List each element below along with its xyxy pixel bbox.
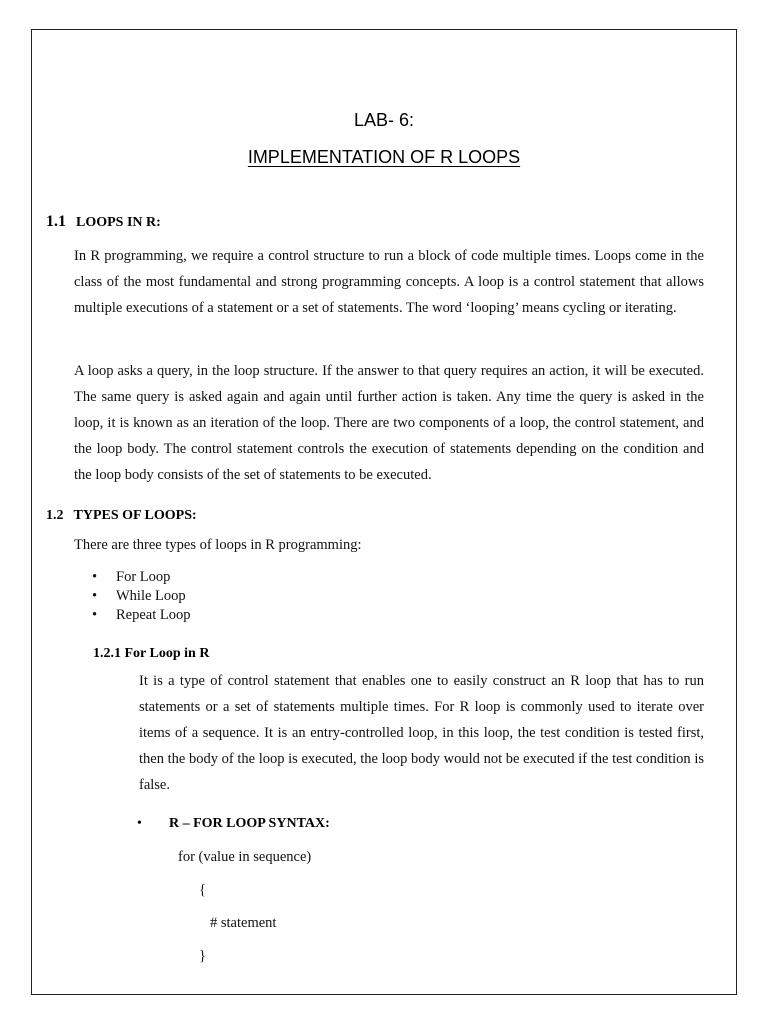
paragraph-loops-intro: In R programming, we require a control structure to run a block of code multiple times. Loops come in the class of the most fundamental and strong programming concepts. A loop is a control statement that allows multiple executions of a statement or a set of statements. The word ‘looping’ means cycling or iterating. [74,248,704,316]
section-heading-1-2 [46,508,197,524]
section-title: LOOPS IN R: [76,215,161,230]
loop-types-list [92,568,191,625]
types-intro: There are three types of loops in R programming: [74,537,362,553]
paragraph-loop-query: A loop asks a query, in the loop structure. If the answer to that query requires an action, it will be executed. The same query is asked again and again until further action is taken. Any time the query is asked in the loop, it is known as an iteration of the loop. There are two components of a loop, the control statement, and the loop body. The control statement controls the execution of statements depending on the condition and the loop body consists of the set of statements to be executed. [74,363,704,483]
bullet-icon: • [92,569,98,585]
subsection-heading-1-2-1: 1.2.1 For Loop in R [93,646,210,661]
section-heading-1-1 [46,213,161,231]
syntax-heading [137,816,330,832]
list-item-label: While Loop [116,588,186,604]
section-number: 1.1 [46,213,66,230]
paragraph-for-loop: It is a type of control statement that enables one to easily construct an R loop that has to run statements or a set of statements multiple times. For R loop is commonly used to iterate over items of a sequence. It is an entry-controlled loop, in this loop, the test condition is tested first, then the body of the loop is executed, the loop body would not be executed if the test condition is false. [139,673,704,793]
document-title [31,147,737,168]
syntax-heading-text: R – FOR LOOP SYNTAX: [169,816,330,831]
document-title-text: IMPLEMENTATION OF R LOOPS [247,147,521,167]
code-line-for: for (value in sequence) [178,849,312,865]
bullet-icon: • [92,607,98,623]
bullet-icon: • [92,588,98,604]
bullet-icon: • [137,816,142,831]
code-line-statement: # statement [210,915,277,931]
lab-title: LAB- 6: [353,110,415,130]
list-item [92,568,191,587]
list-item [92,606,191,625]
section-number: 1.2 [46,508,64,523]
list-item-label: For Loop [116,569,171,585]
section-title: TYPES OF LOOPS: [73,508,197,523]
list-item-label: Repeat Loop [116,607,191,623]
list-item [92,587,191,606]
code-line-open-brace: { [199,882,206,898]
code-line-close-brace: } [199,948,206,964]
